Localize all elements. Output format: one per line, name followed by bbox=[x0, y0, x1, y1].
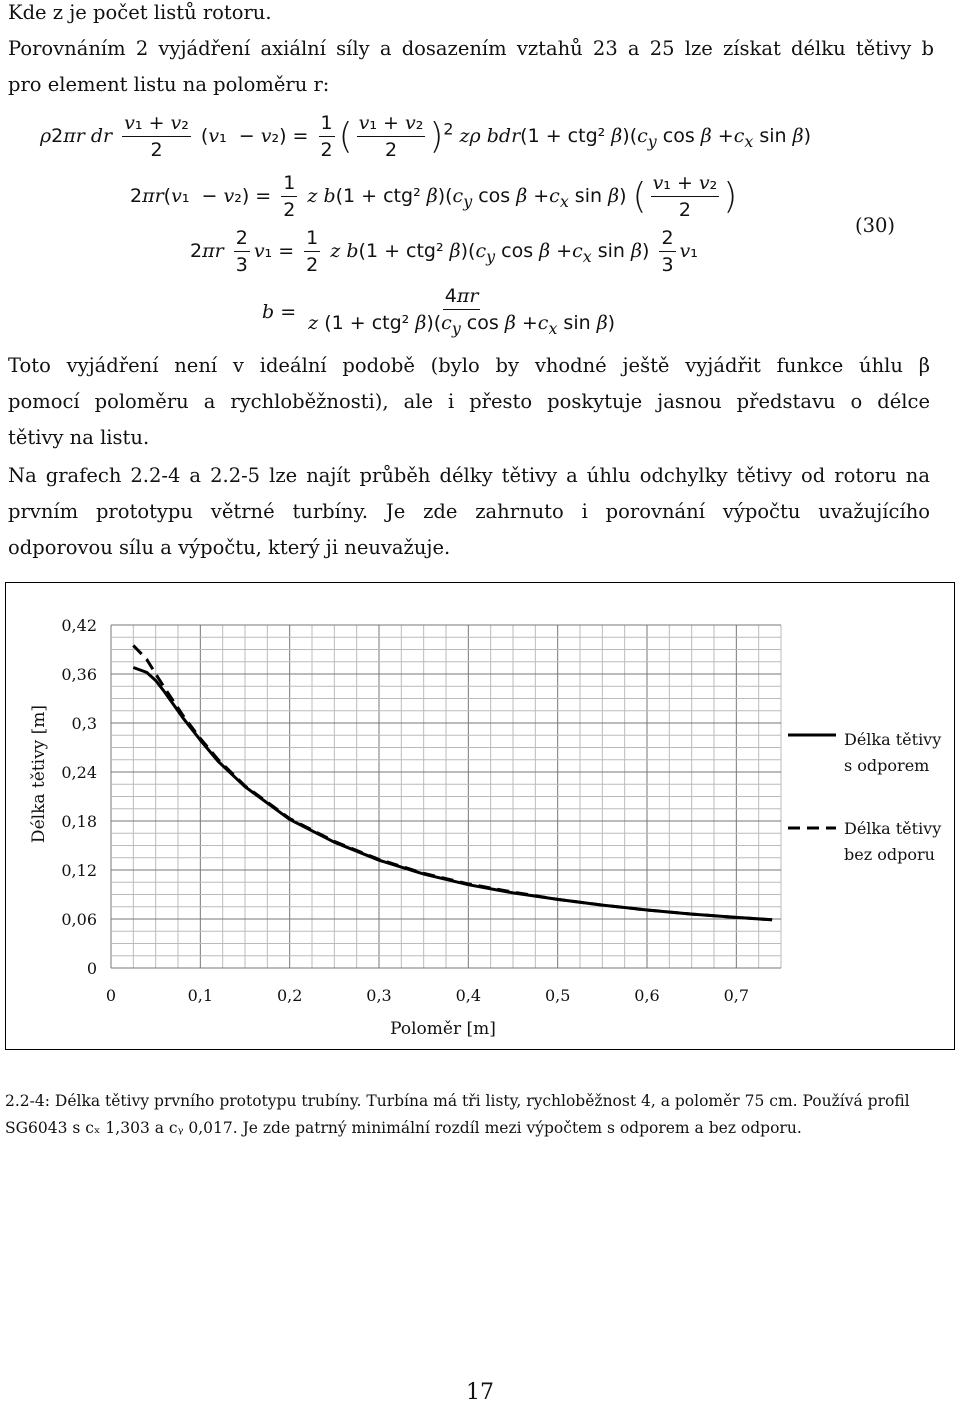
x-axis-label: Poloměr [m] bbox=[390, 1019, 496, 1039]
figure-caption-line-2: SG6043 s cₓ 1,303 a cᵧ 0,017. Je zde patrný minimální rozdíl mezi výpočtem s odporem a bez odporu. bbox=[5, 1119, 802, 1137]
legend-label-dashed-l2: bez odporu bbox=[844, 845, 935, 864]
equation-line-1: ρ2πr dr $\frac{\text{v₁ + v₂}}{2}$ (v₁ − v₂) = $\frac{1}{2}$ ( $\frac{\text{v₁ + v₂}}{2}$ )$^2$ zρ bdr(1 + ctg² $\beta)(c_y$ $\cos \beta +c_x$ sin β) bbox=[40, 112, 812, 161]
y-axis-label: Délka tětivy [m] bbox=[29, 704, 49, 844]
y-tick-label: 0,36 bbox=[61, 665, 97, 684]
paragraph-2-line-1: Toto vyjádření není v ideální podobě (bylo by vhodné ještě vyjádřit funkce úhlu β bbox=[8, 354, 930, 377]
paragraph-2-line-2: pomocí poloměru a rychloběžnosti), ale i přesto poskytuje jasnou představu o délce bbox=[8, 390, 930, 413]
equation-line-4: b = $\frac{4\pi r}{z (1 + ctg^2 \beta)(c_y \cos \beta +c_x \sin \beta)}$ bbox=[262, 285, 616, 338]
chord-length-chart bbox=[5, 582, 955, 1050]
y-tick-label: 0,42 bbox=[61, 616, 97, 635]
paragraph-1-line-1: Porovnáním 2 vyjádření axiální síly a dosazením vztahů 23 a 25 lze získat délku tětivy b bbox=[8, 37, 934, 60]
text-line-1: Kde z je počet listů rotoru. bbox=[8, 1, 272, 24]
y-tick-label: 0,24 bbox=[61, 763, 97, 782]
legend-label-solid-l1: Délka tětivy bbox=[844, 730, 942, 749]
x-tick-label: 0,7 bbox=[723, 986, 750, 1005]
y-tick-label: 0,06 bbox=[61, 910, 97, 929]
paragraph-1-line-2: pro element listu na poloměru r: bbox=[8, 73, 330, 96]
x-tick-label: 0,2 bbox=[276, 986, 303, 1005]
paragraph-3-line-2: prvním prototypu větrné turbíny. Je zde zahrnuto i porovnání výpočtu uvažujícího bbox=[8, 500, 930, 523]
x-tick-label: 0,4 bbox=[455, 986, 482, 1005]
chart-legend bbox=[788, 730, 941, 864]
figure-caption-line-1: 2.2-4: Délka tětivy prvního prototypu trubíny. Turbína má tři listy, rychloběžnost 4, a poloměr 75 cm. Používá profil bbox=[5, 1092, 910, 1110]
chart-svg bbox=[6, 583, 954, 1049]
y-tick-labels bbox=[61, 616, 97, 978]
y-tick-label: 0,3 bbox=[71, 714, 97, 733]
equation-line-2: 2πr(v₁ − v₂) = $\frac{1}{2}$ z b(1 + ctg² $\beta)(c_y$ $\cos \beta +c_x$ sin β) ( $\frac{\text{v₁ + v₂}}{2}$ ) bbox=[130, 172, 738, 221]
paragraph-3-line-3: odporovou sílu a výpočtu, který ji neuvažuje. bbox=[8, 536, 451, 559]
paragraph-2-line-3: tětivy na listu. bbox=[8, 426, 150, 449]
x-tick-label: 0,5 bbox=[544, 986, 571, 1005]
page-number: 17 bbox=[466, 1380, 494, 1405]
equation-number: (30) bbox=[855, 214, 896, 237]
legend-label-solid-l2: s odporem bbox=[844, 756, 930, 775]
legend-label-dashed-l1: Délka tětivy bbox=[844, 819, 942, 838]
y-tick-label: 0,12 bbox=[61, 861, 97, 880]
equation-line-3: 2πr $\frac{2}{3}$ v₁ = $\frac{1}{2}$ z b(1 + ctg² $\beta)(c_y$ $\cos \beta +c_x$ sin β) $\frac{2}{3}$ v₁ bbox=[190, 227, 698, 276]
y-tick-label: 0 bbox=[86, 959, 97, 978]
y-tick-label: 0,18 bbox=[61, 812, 97, 831]
paragraph-3-line-1: Na grafech 2.2-4 a 2.2-5 lze najít průběh délky tětivy a úhlu odchylky tětivy od rotoru na bbox=[8, 464, 930, 487]
x-tick-label: 0,6 bbox=[634, 986, 660, 1005]
x-tick-labels bbox=[106, 986, 749, 1005]
x-tick-label: 0 bbox=[105, 986, 117, 1005]
x-tick-label: 0,3 bbox=[366, 986, 392, 1005]
chart-grid bbox=[111, 625, 781, 968]
x-tick-label: 0,1 bbox=[187, 986, 214, 1005]
